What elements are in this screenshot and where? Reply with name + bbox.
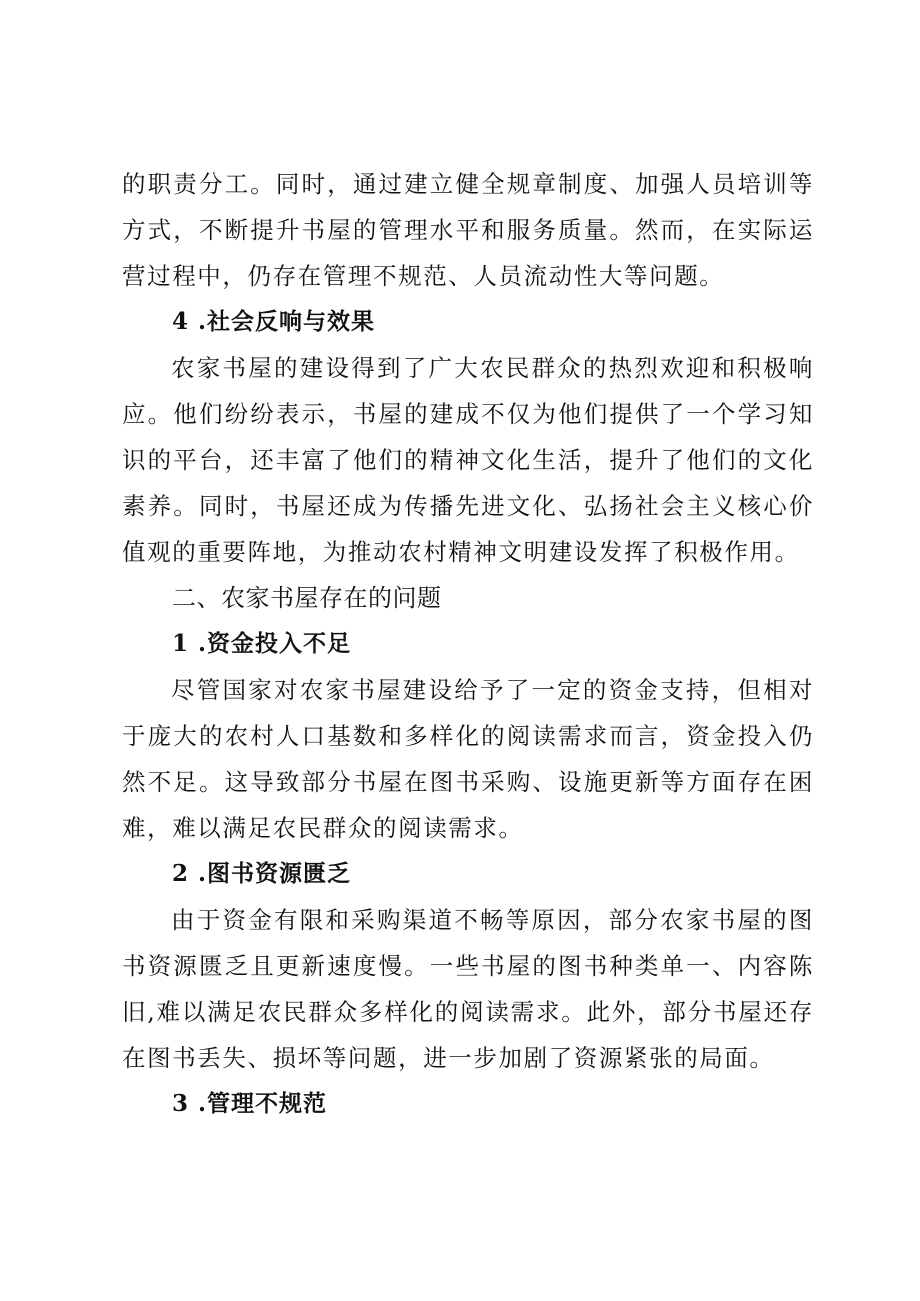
document-body <box>122 161 814 1127</box>
paragraph-funding: 尽管国家对农家书屋建设给予了一定的资金支持，但相对于庞大的农村人口基数和多样化的阅读需求而言，资金投入仍然不足。这导致部分书屋在图书采购、设施更新等方面存在困难，难以满足农民群众的阅读需求。 <box>122 676 814 842</box>
heading-social-response: 4 .社会反响与效果 <box>172 308 376 335</box>
paragraph-book-resources: 由于资金有限和采购渠道不畅等原因，部分农家书屋的图书资源匮乏且更新速度慢。一些书屋的图书种类单一、内容陈旧,难以满足农民群众多样化的阅读需求。此外，部分书屋还存在图书丢失、损坏等问题，进一步加剧了资源紧张的局面。 <box>122 906 814 1072</box>
section-heading-problems: 二、农家书屋存在的问题 <box>172 584 442 612</box>
heading-funding: 1 .资金投入不足 <box>172 630 352 657</box>
heading-management: 3 .管理不规范 <box>172 1090 328 1117</box>
paragraph-management-continued: 的职责分工。同时，通过建立健全规章制度、加强人员培训等方式，不断提升书屋的管理水平和服务质量。然而，在实际运营过程中，仍存在管理不规范、人员流动性大等问题。 <box>122 170 814 290</box>
heading-book-resources: 2 .图书资源匮乏 <box>172 860 352 887</box>
paragraph-social-response: 农家书屋的建设得到了广大农民群众的热烈欢迎和积极响应。他们纷纷表示，书屋的建成不仅为他们提供了一个学习知识的平台，还丰富了他们的精神文化生活，提升了他们的文化素养。同时，书屋还成为传播先进文化、弘扬社会主义核心价值观的重要阵地，为推动农村精神文明建设发挥了积极作用。 <box>122 354 814 566</box>
